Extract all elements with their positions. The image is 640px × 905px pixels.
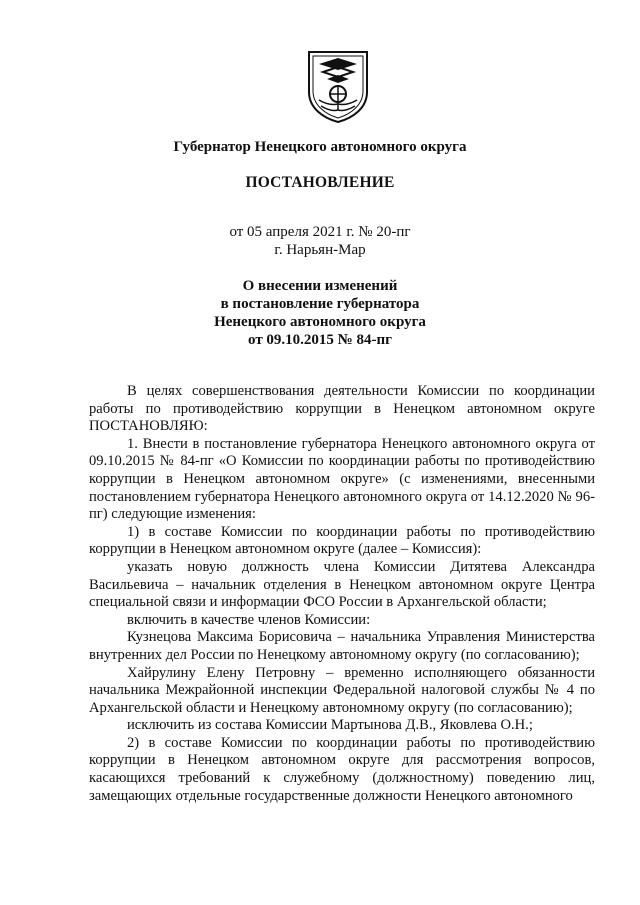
title-line: от 09.10.2015 № 84-пг: [248, 332, 392, 348]
paragraph: Кузнецова Максима Борисовича – начальника Управления Министерства внутренних дел России по Ненецкому автономному округу (по согласованию);: [89, 629, 595, 663]
paragraph: 1. Внести в постановление губернатора Ненецкого автономного округа от 09.10.2015 № 84-пг «О Комиссии по координации работы по противодействию коррупции в Ненецком автономном округе» (с изменениями, внесенными постановлением губернатора Ненецкого автономного округа от 14.12.2020 № 96-пг) следующие изменения:: [89, 435, 595, 523]
paragraph: указать новую должность члена Комиссии Дитятева Александра Васильевича – начальник отделения в Ненецком автономном округе Центра специальной связи и информации ФСО России в Архангельской области;: [89, 558, 595, 611]
document-type: ПОСТАНОВЛЕНИЕ: [245, 174, 395, 191]
paragraph: 1) в составе Комиссии по координации работы по противодействию коррупции в Ненецком автономном округе (далее – Комиссия):: [89, 523, 595, 558]
date-number: от 05 апреля 2021 г. № 20-пг: [229, 224, 411, 240]
title-line: О внесении изменений: [242, 278, 398, 294]
coat-of-arms-emblem: [305, 48, 371, 124]
date-block: [0, 223, 640, 259]
paragraph: исключить из состава Комиссии Мартынова Д.В., Яковлева О.Н.;: [127, 717, 533, 734]
document-title: [0, 277, 640, 349]
authority-heading: Губернатор Ненецкого автономного округа: [173, 139, 467, 155]
paragraph: 2) в составе Комиссии по координации работы по противодействию коррупции в Ненецком автономном округе для рассмотрения вопросов, касающихся требований к служебному (должностному) поведению лиц, замещающих отдельные государственные должности Ненецкого автономного: [89, 734, 595, 804]
paragraph: включить в качестве членов Комиссии:: [127, 611, 371, 628]
place: г. Нарьян-Мар: [274, 242, 366, 258]
paragraph: Хайрулину Елену Петровну – временно исполняющего обязанности начальника Межрайонной инспекции Федеральной налоговой службы № 4 по Архангельской области и Ненецкому автономному округу (по согласованию);: [89, 664, 595, 716]
document-body: [89, 383, 595, 805]
title-line: Ненецкого автономного округа: [214, 314, 426, 330]
title-line: в постановление губернатора: [220, 296, 420, 312]
paragraph: В целях совершенствования деятельности Комиссии по координации работы по противодействию коррупции в Ненецком автономном округе ПОСТАНОВЛЯЮ:: [89, 383, 595, 435]
